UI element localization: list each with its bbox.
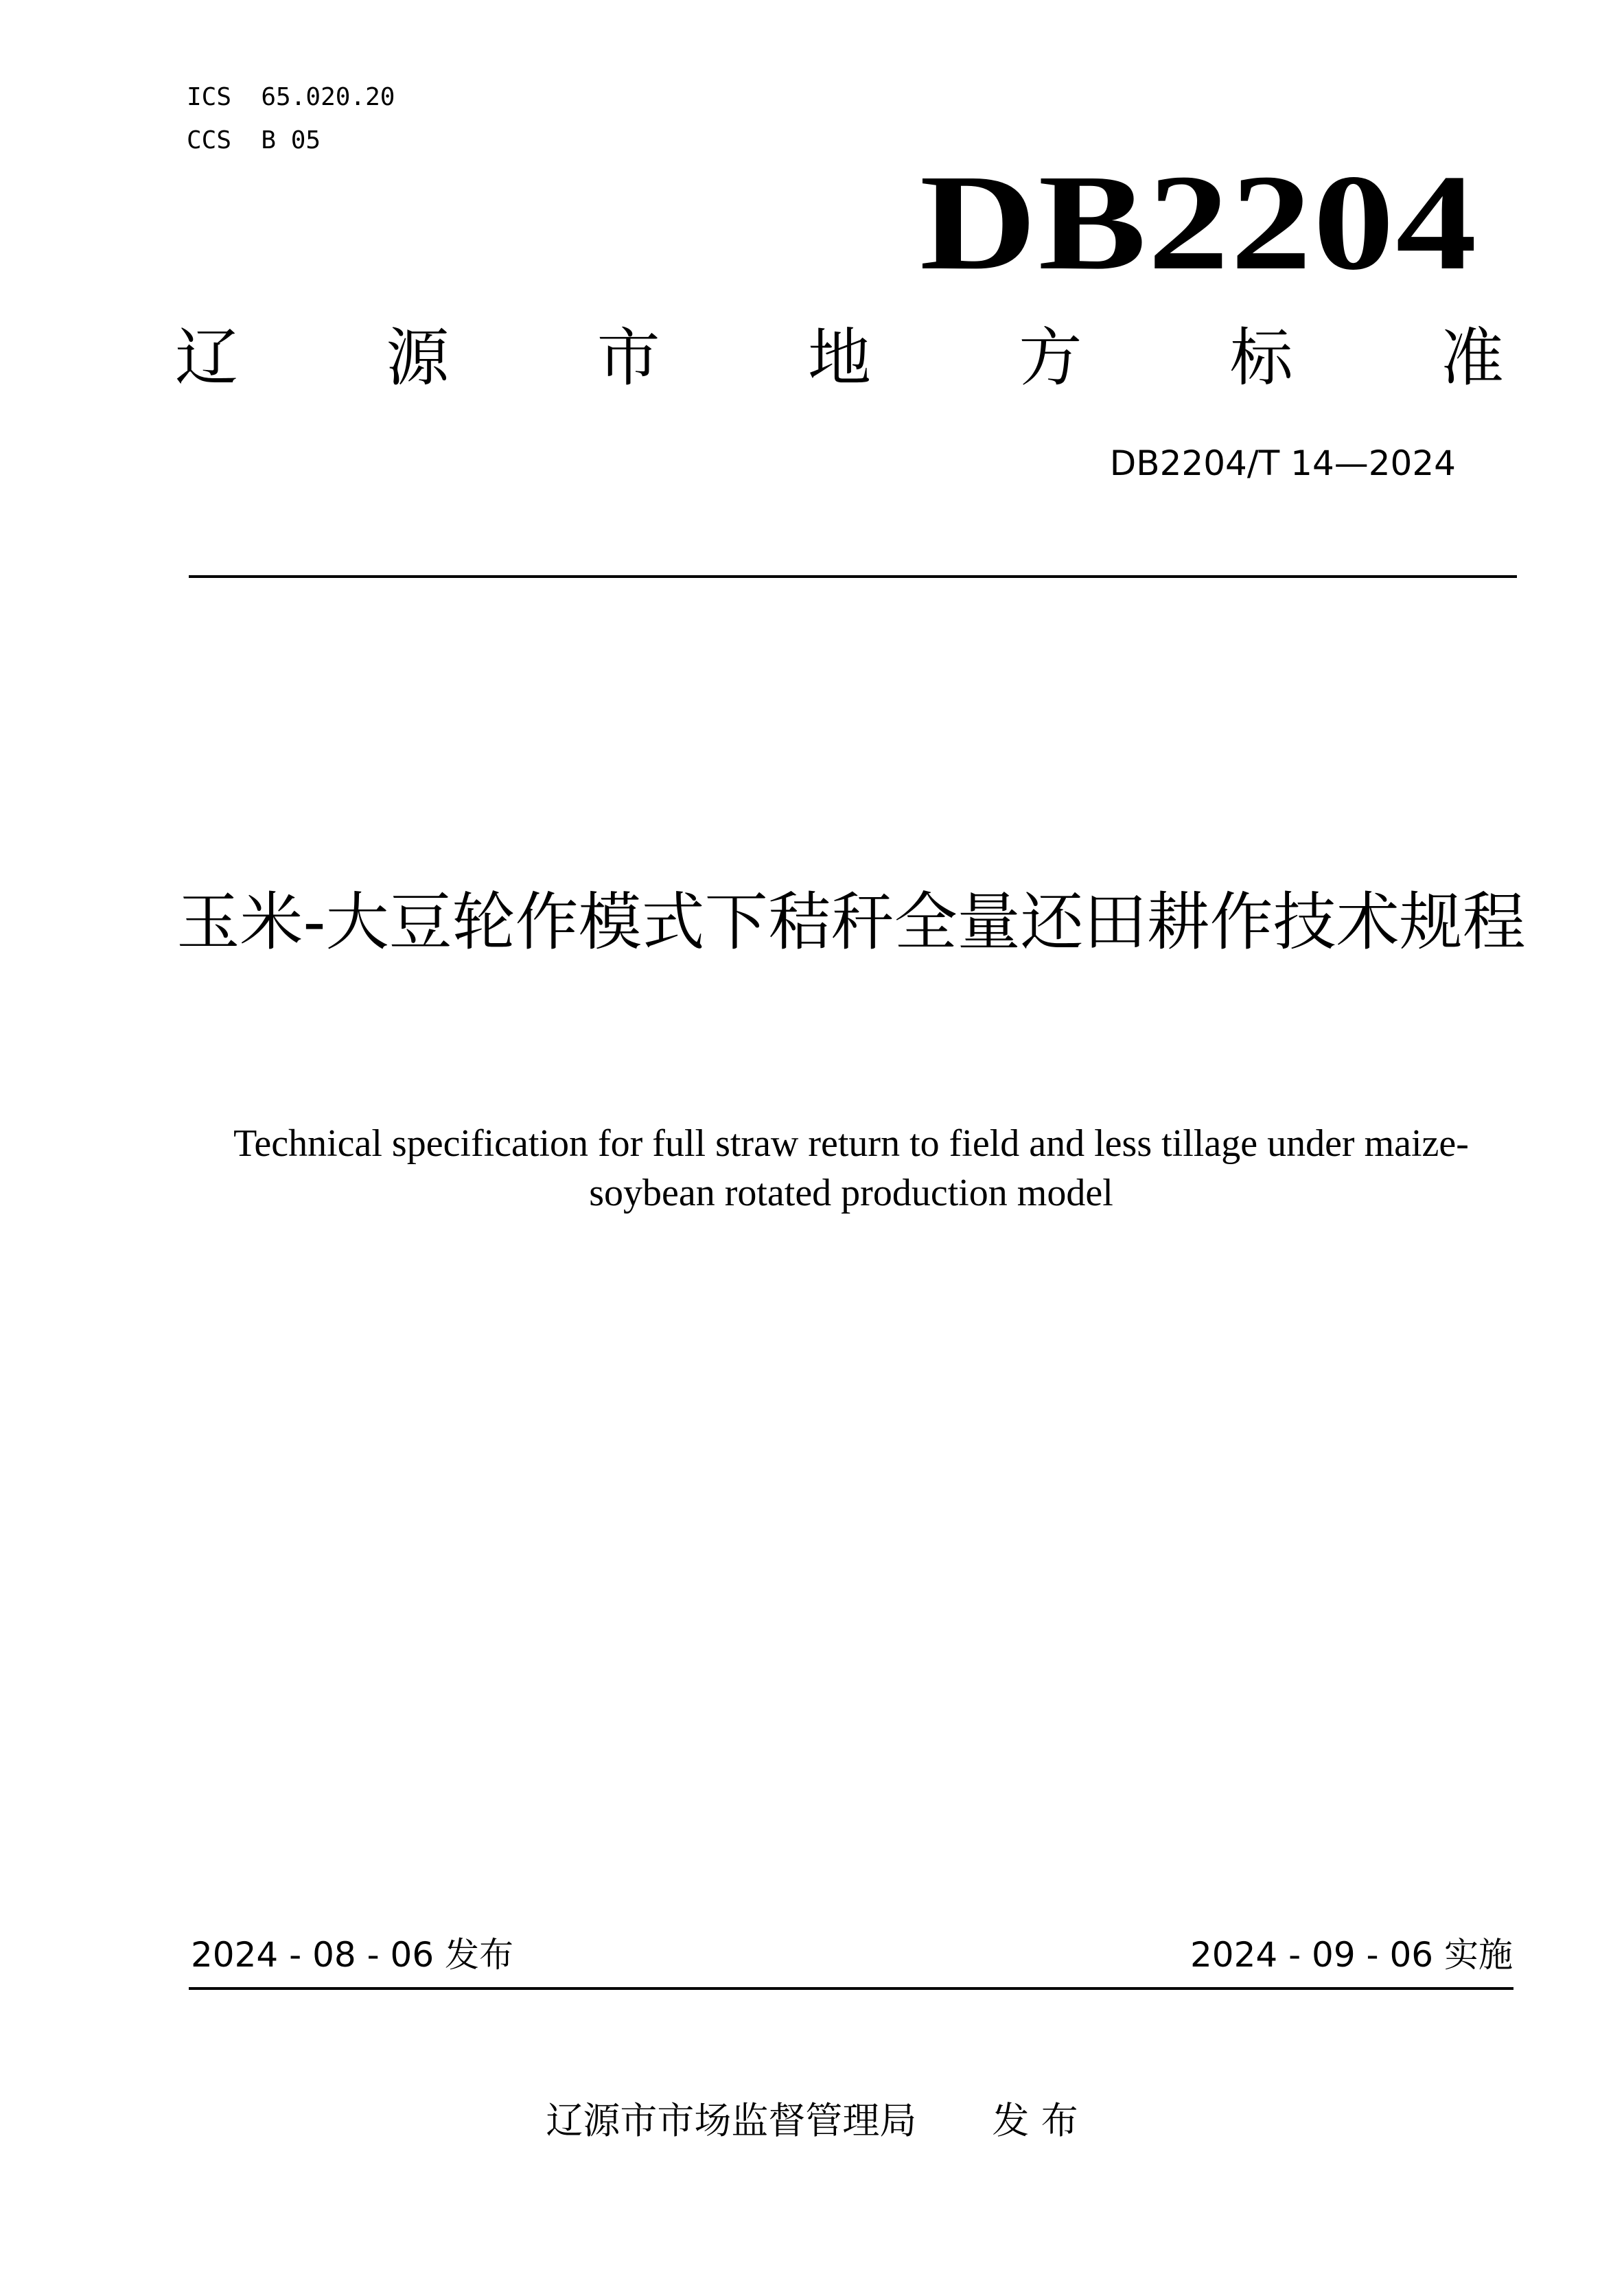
title-chinese: 玉米-大豆轮作模式下秸秆全量还田耕作技术规程 bbox=[176, 885, 1526, 959]
implement-date: 2024 - 09 - 06 实施 bbox=[1190, 1935, 1513, 1975]
standard-type-char: 准 bbox=[1440, 321, 1504, 395]
top-divider bbox=[189, 575, 1517, 578]
issuer-name: 辽源市市场监督管理局 bbox=[546, 2099, 917, 2142]
bottom-divider bbox=[189, 1987, 1513, 1990]
standard-type-char: 辽 bbox=[175, 321, 239, 395]
standard-type-char: 地 bbox=[807, 321, 871, 395]
standard-type-char: 标 bbox=[1229, 321, 1293, 395]
ics-code: ICS 65.020.20 bbox=[187, 83, 395, 111]
issuer-line bbox=[0, 2097, 1624, 2145]
title-english: Technical specification for full straw return to field and less tillage under maize-soybean rotated production model bbox=[233, 1122, 1469, 1214]
standard-type-char: 方 bbox=[1019, 321, 1082, 395]
standard-type-char: 市 bbox=[596, 321, 660, 395]
standard-number: DB2204/T 14—2024 bbox=[1109, 443, 1456, 483]
ccs-code: CCS B 05 bbox=[187, 126, 321, 154]
standard-type-char: 源 bbox=[386, 321, 450, 395]
db-logo: DB2204 bbox=[919, 147, 1478, 299]
issuer-action: 发 布 bbox=[992, 2099, 1078, 2142]
standard-type-heading bbox=[175, 317, 1504, 399]
publish-date: 2024 - 08 - 06 发布 bbox=[191, 1935, 514, 1975]
